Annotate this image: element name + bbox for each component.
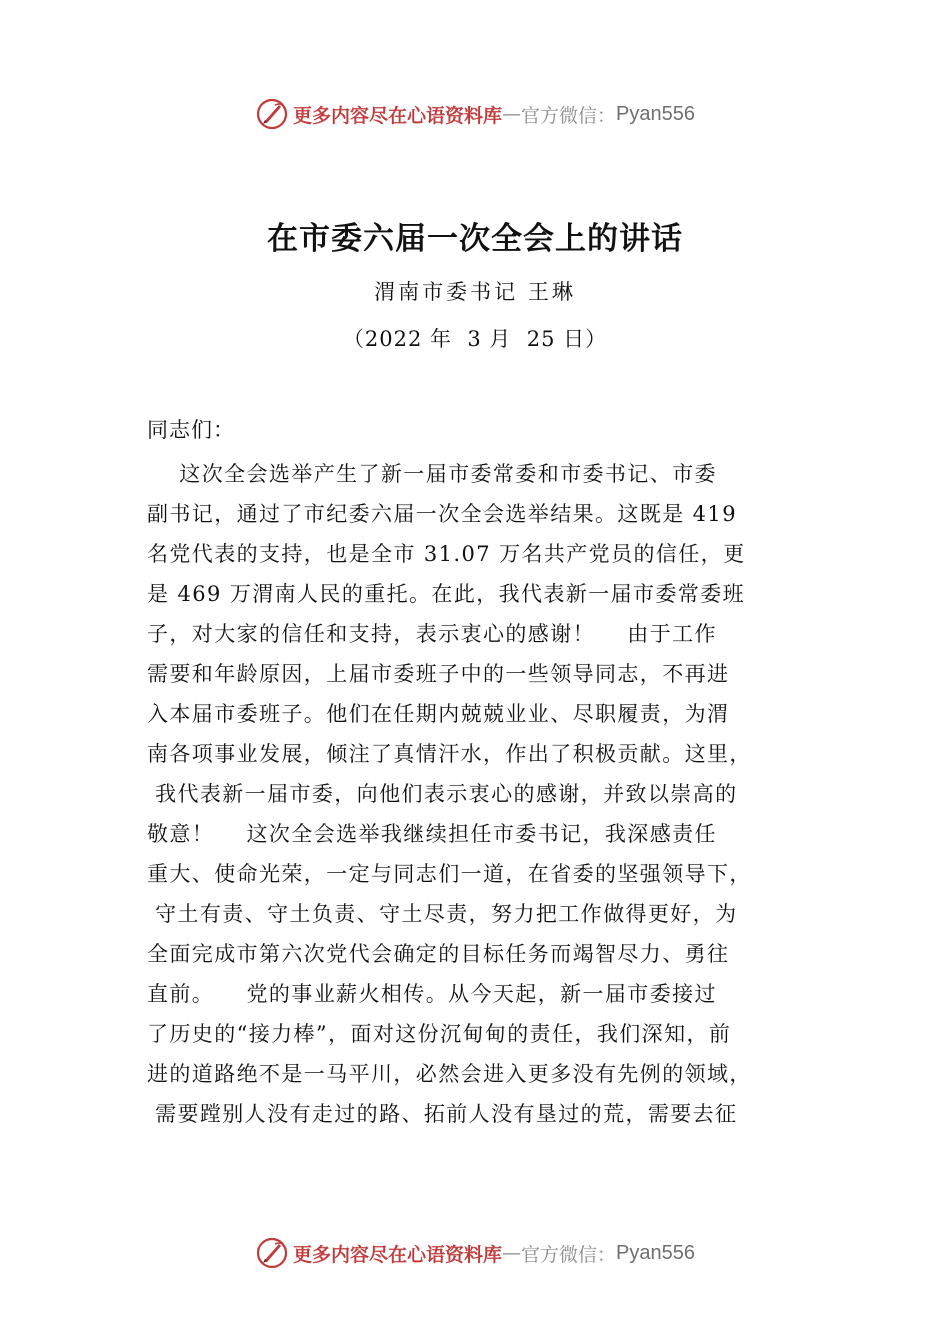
document-author: 渭南市委书记 王琳	[374, 280, 576, 304]
watermark-official-label: 官方微信：	[521, 1243, 617, 1266]
body-line: 我代表新一届市委，向他们表示衷心的感谢，并致以崇高的	[147, 782, 738, 806]
watermark-dash: —	[502, 103, 522, 125]
body-line: 南各项事业发展，倾注了真情汗水，作出了积极贡献。这里，	[147, 742, 752, 766]
body-text	[147, 454, 827, 1134]
quill-pen-circle-icon	[255, 97, 289, 131]
body-line: 敬意！ 这次全会选举我继续担任市委书记，我深感责任	[147, 822, 717, 846]
body-line: 直前。 党的事业薪火相传。从今天起，新一届市委接过	[147, 982, 717, 1006]
body-line: 副书记，通过了市纪委六届一次全会选举结果。这既是 419	[147, 502, 737, 526]
watermark-brand-text: 更多内容尽在心语资料库	[293, 1243, 503, 1266]
body-line: 需要和年龄原因，上届市委班子中的一些领导同志，不再进	[147, 662, 730, 686]
body-line: 名党代表的支持，也是全市 31.07 万名共产党员的信任，更	[147, 542, 746, 566]
body-line: 全面完成市第六次党代会确定的目标任务而竭智尽力、勇往	[147, 942, 730, 966]
watermark-dash: —	[502, 1242, 522, 1264]
body-line: 这次全会选举产生了新一届市委常委和市委书记、市委	[147, 462, 717, 486]
body-line: 重大、使命光荣，一定与同志们一道，在省委的坚强领导下，	[147, 862, 752, 886]
header-watermark	[0, 96, 950, 132]
document-title: 在市委六届一次全会上的讲话	[267, 221, 683, 257]
body-line: 子，对大家的信任和支持，表示衷心的感谢！ 由于工作	[147, 622, 717, 646]
body-line: 守土有责、守土负责、守土尽责，努力把工作做得更好，为	[147, 902, 738, 926]
quill-pen-circle-icon	[255, 1236, 289, 1270]
body-line: 是 469 万渭南人民的重托。在此，我代表新一届市委常委班	[147, 582, 746, 606]
salutation: 同志们：	[147, 418, 235, 442]
watermark-official-label: 官方微信：	[521, 104, 617, 127]
footer-watermark	[0, 1235, 950, 1271]
body-line: 进的道路绝不是一马平川，必然会进入更多没有先例的领域，	[147, 1062, 752, 1086]
body-line: 了历史的“接力棒”，面对这份沉甸甸的责任，我们深知，前	[147, 1022, 732, 1046]
body-line: 需要蹚别人没有走过的路、拓前人没有垦过的荒，需要去征	[147, 1102, 738, 1126]
watermark-brand-text: 更多内容尽在心语资料库	[293, 104, 503, 127]
body-line: 入本届市委班子。他们在任期内兢兢业业、尽职履责，为渭	[147, 702, 730, 726]
watermark-wechat-id: Pyan556	[616, 1241, 695, 1264]
document-date: （2022 年 3 月 25 日）	[342, 327, 608, 351]
watermark-wechat-id: Pyan556	[616, 102, 695, 125]
